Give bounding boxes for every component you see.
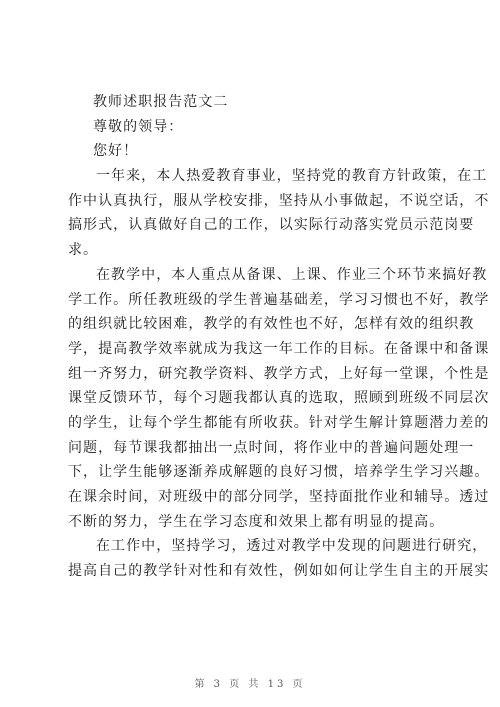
paragraph-line: 不断的努力，学生在学习态度和效果上都有明显的提高。 [68, 513, 445, 530]
page-number-footer: 第 3 页 共 13 页 [194, 679, 306, 690]
paragraph-3 [68, 534, 490, 583]
paragraph-1 [68, 164, 490, 263]
paragraph-line: 搞形式，认真做好自己的工作，以实际行动落实党员示范岗要 [68, 217, 475, 234]
paragraph-line: 提高自己的教学针对性和有效性，例如如何让学生自主的开展实 [68, 563, 490, 580]
paragraph-line: 的组织就比较困难，教学的有效性也不好，怎样有效的组织教 [68, 316, 475, 333]
paragraph-line: 在课余时间，对班级中的部分同学，坚持面批作业和辅导。透过 [68, 489, 490, 505]
document-title: 教师述职报告范文二 [93, 94, 229, 110]
paragraph-line: 在教学中，本人重点从备课、上课、作业三个环节来搞好教 [96, 266, 488, 283]
paragraph-line: 课堂反馈环节，每个习题我都认真的选取，照顾到班级不同层次 [68, 390, 490, 407]
greeting: 您好！ [93, 143, 139, 160]
paragraph-line: 学工作。所任教班级的学生普遍基础差，学习习惯也不好，教学 [68, 291, 490, 308]
paragraph-line: 在工作中，坚持学习，透过对教学中发现的问题进行研究， [96, 538, 488, 555]
salutation: 尊敬的领导： [93, 118, 184, 135]
paragraph-line: 作中认真执行，服从学校安排，坚持从小事做起，不说空话，不 [68, 192, 490, 209]
paragraph-2 [68, 263, 490, 535]
paragraph-line: 学，提高教学效率就成为我这一年工作的目标。在备课中和备课 [68, 340, 490, 357]
paragraph-line: 一年来，本人热爱教育事业，坚持党的教育方针政策，在工 [96, 168, 488, 185]
paragraph-line: 的学生，让每个学生都能有所收获。针对学生解计算题潜力差的 [68, 414, 490, 431]
paragraph-line: 组一齐努力，研究教学资料、教学方式，上好每一堂课，个性是 [68, 365, 490, 382]
paragraph-line: 下，让学生能够逐渐养成解题的良好习惯，培养学生学习兴趣。 [68, 464, 490, 481]
paragraph-line: 问题，每节课我都抽出一点时间，将作业中的普遍问题处理一 [68, 439, 475, 456]
paragraph-line: 求。 [68, 242, 99, 259]
document-body [68, 90, 490, 584]
